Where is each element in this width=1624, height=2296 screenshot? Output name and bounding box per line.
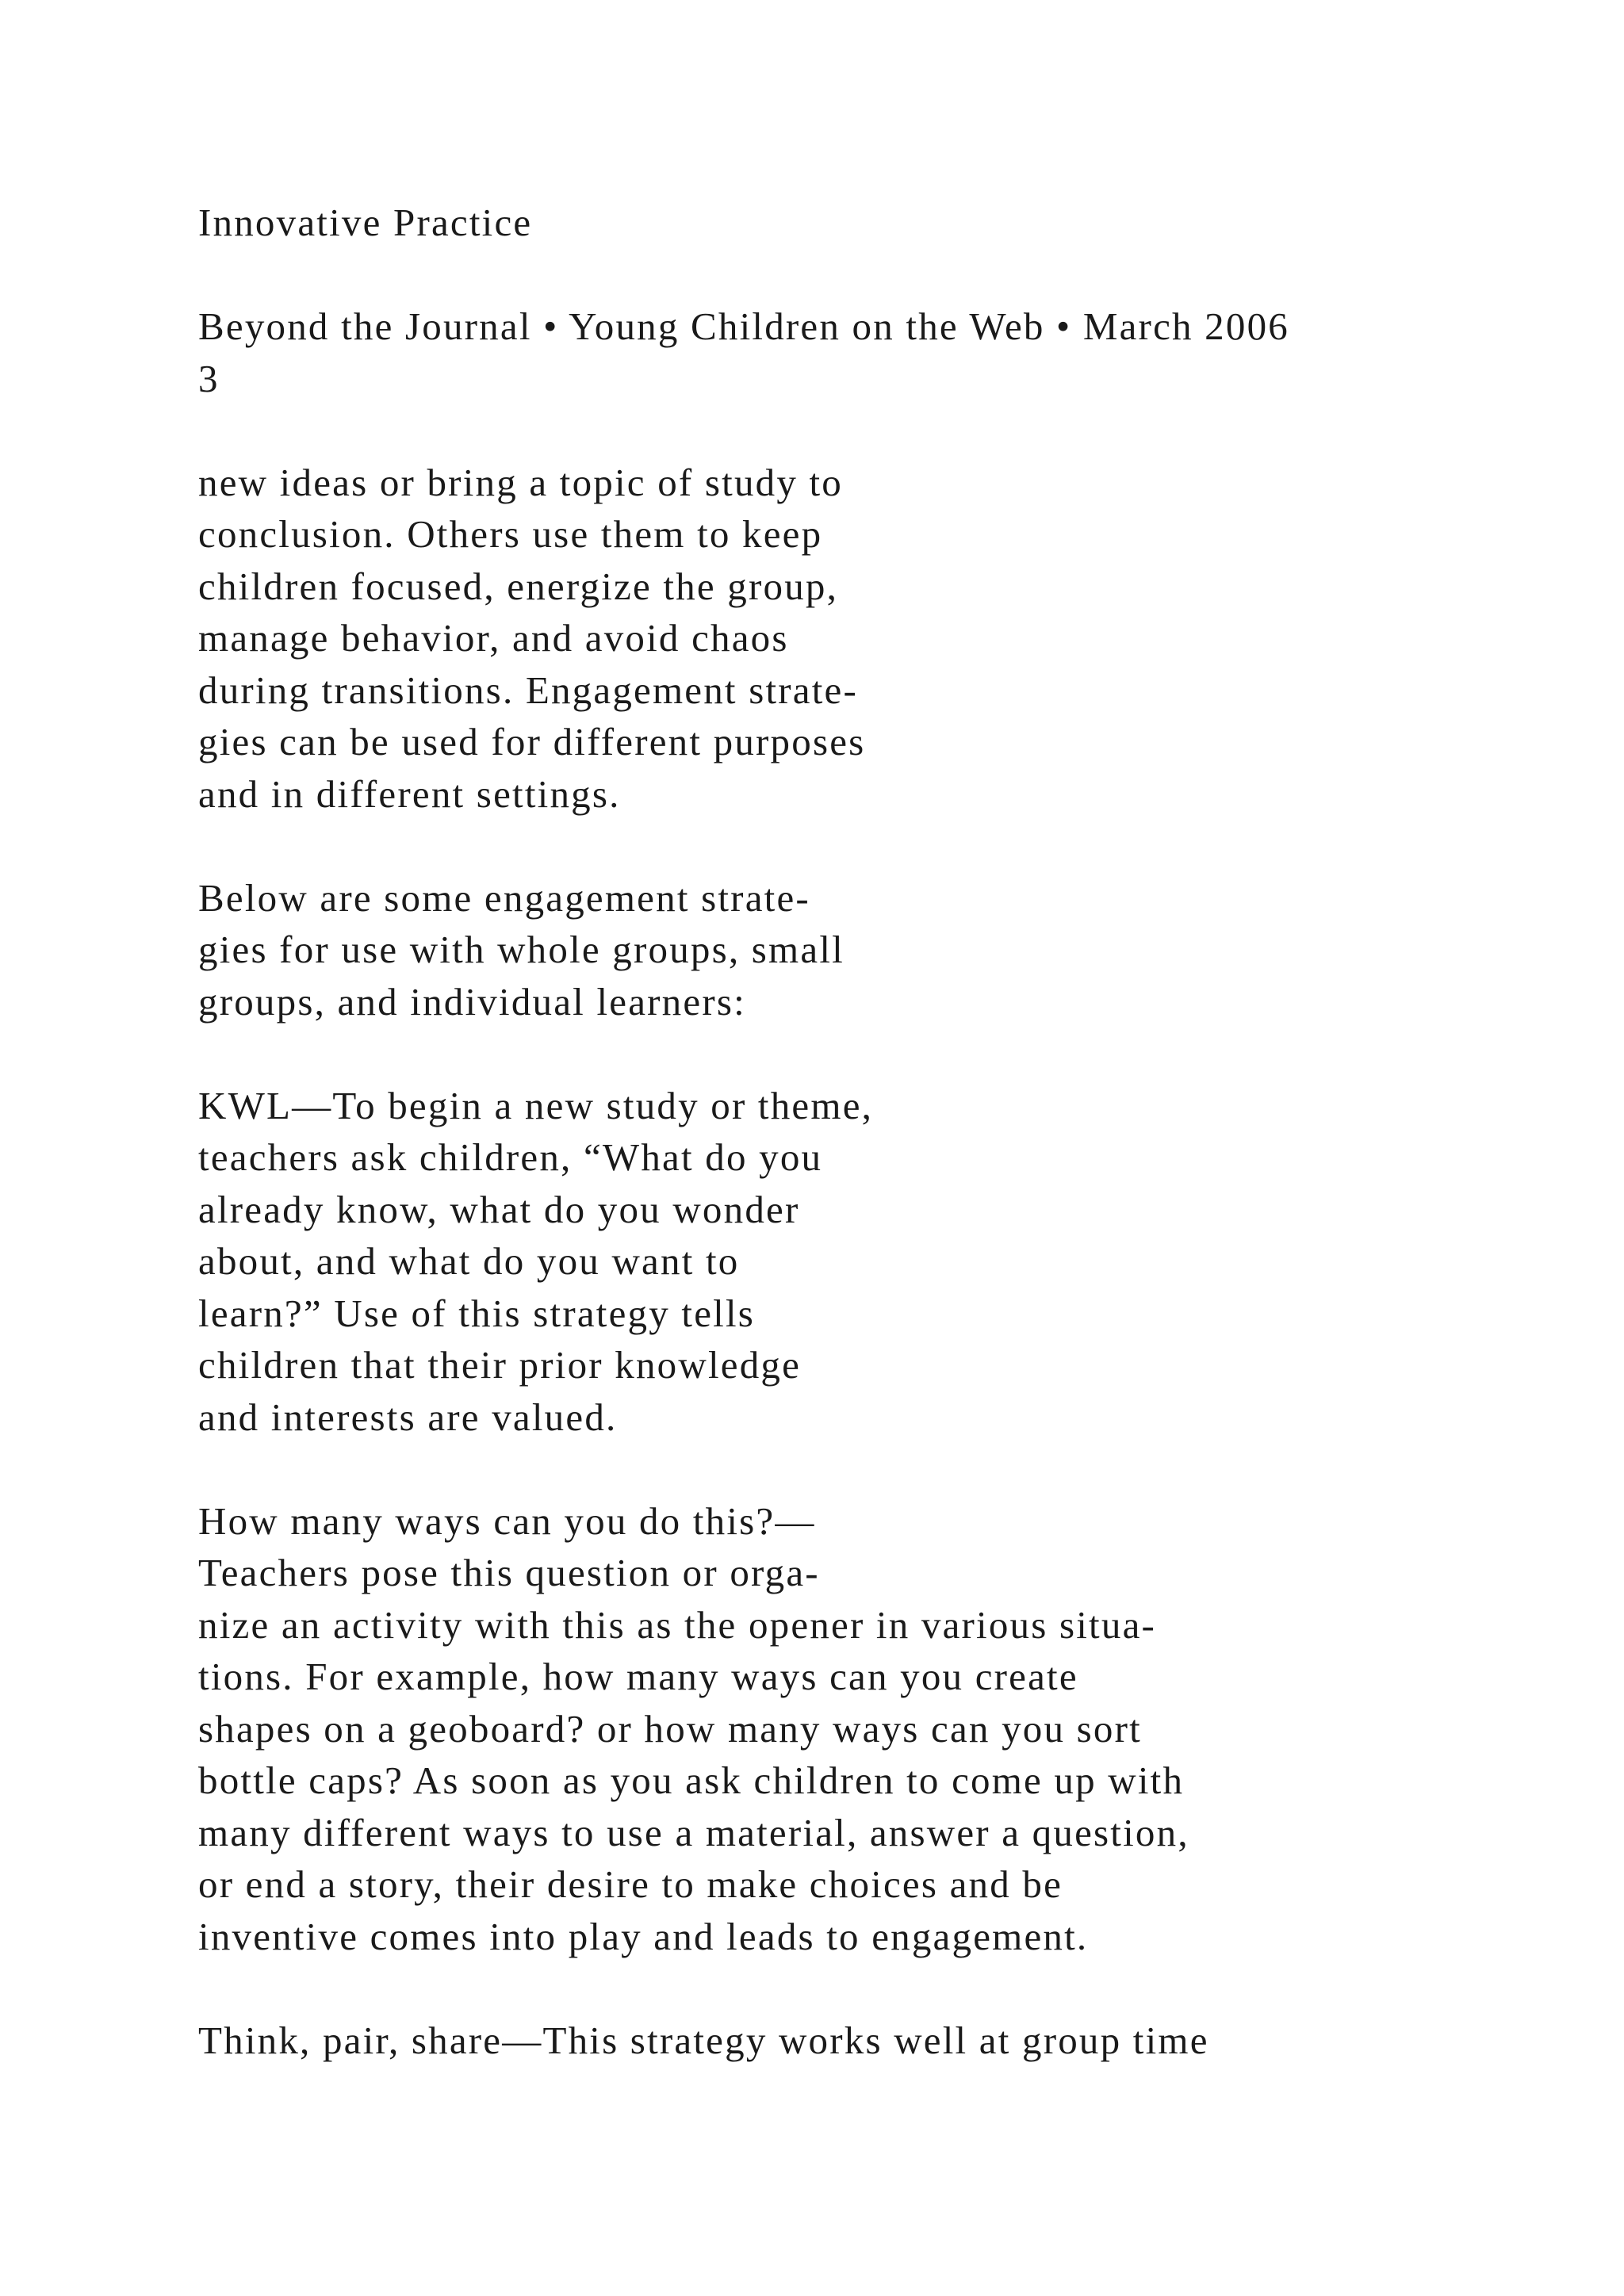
document-heading [198, 197, 1562, 249]
paragraph-line: and interests are valued. [198, 1395, 618, 1439]
paragraph-line: gies can be used for different purposes [198, 720, 866, 763]
paragraph-line: conclusion. Others use them to keep [198, 512, 823, 556]
paragraph-line: shapes on a geoboard? or how many ways can you sort [198, 1706, 1142, 1751]
running-header-text: Beyond the Journal • Young Children on the Web • March 2006 [198, 304, 1289, 348]
paragraph-line: Think, pair, share—This strategy works well at group time [198, 2018, 1209, 2062]
paragraph-line: nize an activity with this as the opener in various situa- [198, 1602, 1157, 1647]
paragraph-line: tions. For example, how many ways can you create [198, 1655, 1078, 1698]
page-number: 3 [198, 356, 220, 400]
heading-text: Innovative Practice [198, 201, 533, 244]
paragraph-line: or end a story, their desire to make choices and be [198, 1862, 1063, 1906]
paragraph-line: and in different settings. [198, 771, 621, 816]
paragraph-line: inventive comes into play and leads to engagement. [198, 1914, 1089, 1958]
paragraph-line: children that their prior knowledge [198, 1343, 802, 1387]
paragraph-line: groups, and individual learners: [198, 979, 746, 1024]
body-text [198, 457, 1562, 2067]
paragraph-line: learn?” Use of this strategy tells [198, 1291, 756, 1335]
paragraph-line: Below are some engagement strate- [198, 875, 810, 920]
paragraph [198, 2015, 1562, 2067]
paragraph-line: KWL—To begin a new study or theme, [198, 1083, 874, 1127]
paragraph-line: children focused, energize the group, [198, 564, 839, 608]
running-header [198, 300, 1562, 404]
paragraph-line: How many ways can you do this?— [198, 1498, 816, 1543]
paragraph [198, 457, 1562, 821]
paragraph-line: bottle caps? As soon as you ask children to come up with [198, 1758, 1185, 1802]
paragraph-line: new ideas or bring a topic of study to [198, 460, 844, 504]
paragraph-line: manage behavior, and avoid chaos [198, 616, 789, 660]
paragraph-line: gies for use with whole groups, small [198, 928, 845, 971]
paragraph-line: during transitions. Engagement strate- [198, 668, 859, 712]
paragraph-line: teachers ask children, “What do you [198, 1135, 823, 1179]
paragraph-line: already know, what do you wonder [198, 1187, 800, 1231]
paragraph-line: many different ways to use a material, answer a question, [198, 1810, 1189, 1854]
paragraph [198, 1495, 1562, 1963]
paragraph-line: Teachers pose this question or orga- [198, 1551, 820, 1594]
paragraph [198, 872, 1562, 1028]
document-page [198, 197, 1562, 2118]
paragraph [198, 1080, 1562, 1444]
paragraph-line: about, and what do you want to [198, 1239, 740, 1283]
